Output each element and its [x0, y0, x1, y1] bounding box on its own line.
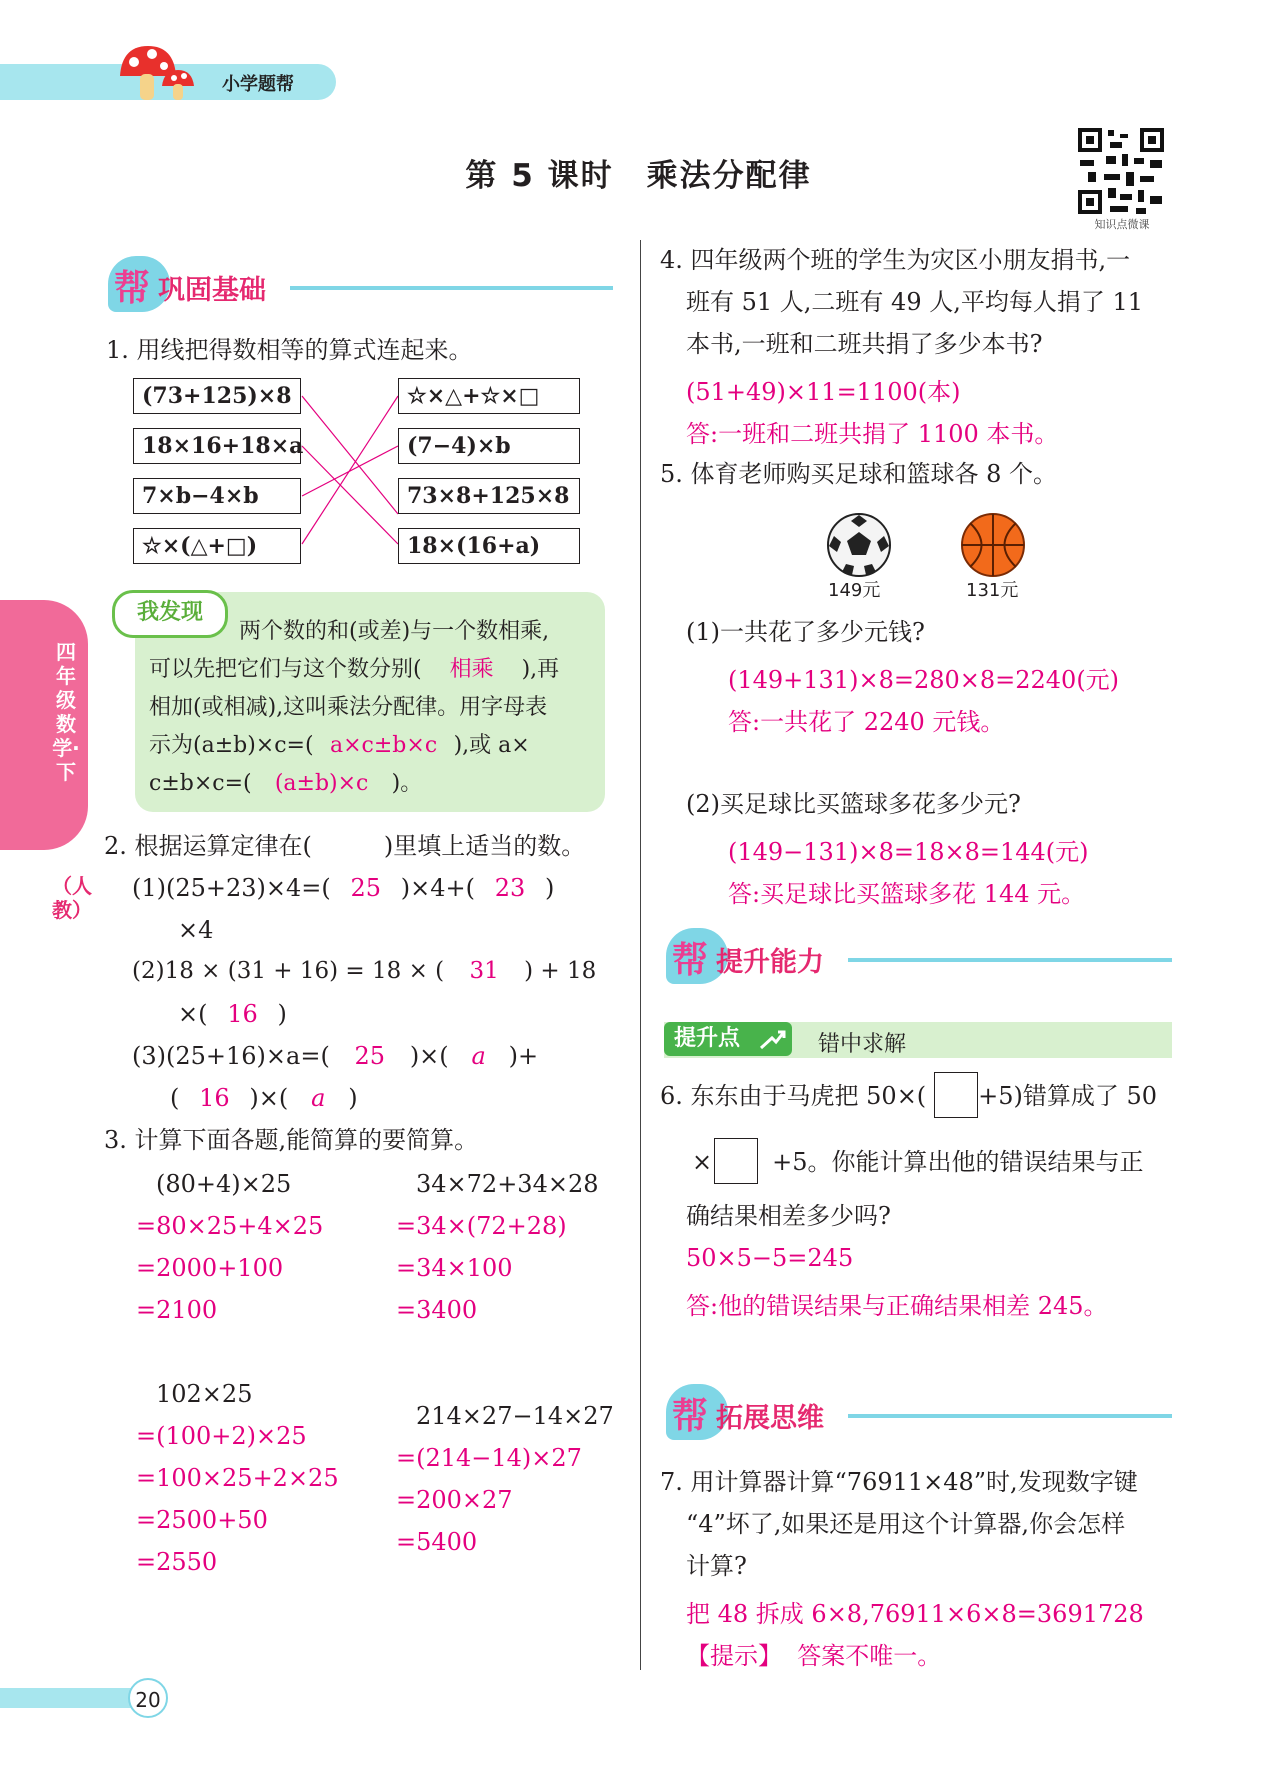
qr-code-icon[interactable]	[1076, 126, 1166, 216]
column-divider	[640, 240, 641, 1670]
football-price: 149元	[828, 580, 881, 601]
q6-answer: 答:他的错误结果与正确结果相差 245。	[686, 1292, 1108, 1320]
q3c-step-4: =2550	[136, 1548, 218, 1576]
q6-blank-box-2[interactable]	[714, 1138, 758, 1184]
q5-part2-answer: 答:买足球比买篮球多花 144 元。	[728, 880, 1086, 908]
q2-part2-answer-2[interactable]: 16	[227, 1000, 258, 1028]
page-number: 20	[128, 1678, 168, 1718]
q1-left-box-4[interactable]: ☆×(△+□)	[133, 528, 301, 564]
q2-part3-answer-4[interactable]: a	[311, 1084, 326, 1112]
q3d-step-1: =(214−14)×27	[396, 1444, 582, 1472]
q1-matching-lines	[300, 378, 400, 548]
discovery-line-5: c±b×c=( (a±b)×c )。	[149, 771, 423, 796]
q5-stem: 5. 体育老师购买足球和篮球各 8 个。	[660, 460, 1058, 488]
page-title: 第 5 课时 乘法分配律	[465, 158, 812, 194]
q4-line-3: 本书,一班和二班共捐了多少本书?	[686, 330, 1043, 358]
q6-line-3: 确结果相差多少吗?	[686, 1202, 891, 1230]
q2-stem: 2. 根据运算定律在( )里填上适当的数。	[104, 832, 586, 860]
q2-part3-answer-1[interactable]: 25	[354, 1042, 386, 1070]
q5-part2-calculation: (149−131)×8=18×8=144(元)	[728, 838, 1089, 866]
q4-line-2: 班有 51 人,二班有 49 人,平均每人捐了 11	[686, 288, 1144, 316]
discovery-line-1: 两个数的和(或差)与一个数相乘,	[239, 619, 550, 644]
discovery-answer-3[interactable]: (a±b)×c	[274, 771, 369, 796]
q1-right-box-4[interactable]: 18×(16+a)	[398, 528, 580, 564]
section-expand-header	[666, 1384, 1172, 1440]
q6-blank-box-1[interactable]	[934, 1072, 978, 1118]
side-tab-grade: 四年级数学·下	[52, 640, 80, 784]
q3a-step-1: =80×25+4×25	[136, 1212, 324, 1240]
q3a-expression: (80+4)×25	[156, 1170, 292, 1198]
section-line	[848, 958, 1172, 962]
tisheng-badge: 提升点	[664, 1022, 792, 1056]
q4-answer: 答:一班和二班共捐了 1100 本书。	[686, 420, 1059, 448]
q6-calculation: 50×5−5=245	[686, 1244, 854, 1272]
arrow-icon	[758, 1026, 788, 1052]
section-line	[848, 1414, 1172, 1418]
q7-hint	[686, 1636, 941, 1671]
q3c-expression: 102×25	[156, 1380, 253, 1408]
side-tab-edition: （人教）	[52, 874, 92, 922]
q7-line-3: 计算?	[686, 1552, 747, 1580]
q3a-step-3: =2100	[136, 1296, 218, 1324]
q2-part1-answer-2[interactable]: 23	[494, 874, 526, 902]
q2-part3-line2: ( 16 )×( a )	[170, 1084, 358, 1112]
q2-part1-line1: (1)(25+23)×4=( 25 )×4+( 23 )	[132, 874, 555, 902]
q6-line-2: × +5。你能计算出他的错误结果与正	[692, 1148, 1144, 1176]
basketball-price: 131元	[966, 580, 1019, 601]
q2-part2-line2: ×( 16 )	[178, 1000, 287, 1028]
q3d-expression: 214×27−14×27	[416, 1402, 614, 1430]
q1-right-box-2[interactable]: (7−4)×b	[398, 428, 580, 464]
discovery-line-4: 示为(a±b)×c=( a×c±b×c ),或 a×	[149, 733, 530, 758]
q3c-step-3: =2500+50	[136, 1506, 268, 1534]
section-name: 巩固基础	[158, 275, 266, 306]
discovery-line-2: 可以先把它们与这个数分别( 相乘 ),再	[149, 652, 559, 683]
q1-left-box-2[interactable]: 18×16+18×a	[133, 428, 301, 464]
q5-part1-calculation: (149+131)×8=280×8=2240(元)	[728, 666, 1120, 694]
discovery-answer-1[interactable]: 相乘	[449, 657, 494, 682]
mushroom-icon	[112, 40, 202, 104]
q1-right-box-1[interactable]: ☆×△+☆×□	[398, 378, 580, 414]
section-line	[290, 286, 613, 290]
section-basic-header	[108, 256, 613, 312]
q7-line-2: “4”坏了,如果还是用这个计算器,你会怎样	[686, 1510, 1126, 1538]
q3b-step-1: =34×(72+28)	[396, 1212, 567, 1240]
q3b-expression: 34×72+34×28	[416, 1170, 599, 1198]
q1-left-box-3[interactable]: 7×b−4×b	[133, 478, 301, 514]
section-bang: 帮	[114, 268, 151, 309]
section-improve-header	[666, 928, 1172, 984]
q3a-step-2: =2000+100	[136, 1254, 284, 1282]
q3d-step-2: =200×27	[396, 1486, 513, 1514]
q7-calculation: 把 48 拆成 6×8,76911×6×8=3691728	[686, 1600, 1144, 1628]
section-bang: 帮	[672, 1396, 709, 1437]
q7-hint-text: 答案不唯一。	[797, 1642, 942, 1670]
discovery-badge: 我发现	[112, 590, 228, 638]
q7-hint-label: 【提示】	[686, 1642, 782, 1670]
section-name: 拓展思维	[716, 1403, 824, 1434]
basketball-icon	[960, 512, 1026, 578]
q1-stem: 1. 用线把得数相等的算式连起来。	[106, 336, 473, 364]
q4-calculation: (51+49)×11=1100(本)	[686, 378, 961, 406]
q1-left-box-1[interactable]: (73+125)×8	[133, 378, 301, 414]
brand-name: 小学题帮	[222, 74, 294, 95]
q2-part1-answer-1[interactable]: 25	[350, 874, 382, 902]
football-icon	[826, 512, 892, 578]
q3b-step-2: =34×100	[396, 1254, 513, 1282]
q3-stem: 3. 计算下面各题,能简算的要简算。	[104, 1126, 479, 1154]
q2-part3-line1: (3)(25+16)×a=( 25 )×( a )+	[132, 1042, 539, 1070]
qr-caption: 知识点微课	[1094, 218, 1150, 231]
section-bang: 帮	[672, 940, 709, 981]
q3c-step-2: =100×25+2×25	[136, 1464, 339, 1492]
discovery-line-3: 相加(或相减),这叫乘法分配律。用字母表	[149, 695, 548, 720]
q5-part2: (2)买足球比买篮球多花多少元?	[686, 790, 1021, 818]
q3b-step-3: =3400	[396, 1296, 478, 1324]
q4-line-1: 4. 四年级两个班的学生为灾区小朋友捐书,一	[660, 246, 1131, 274]
q3d-step-3: =5400	[396, 1528, 478, 1556]
q6-line-1: 6. 东东由于马虎把 50×( +5)错算成了 50	[660, 1082, 1158, 1110]
q2-part2-line1: (2)18 × (31 + 16) = 18 × ( 31 ) + 18	[132, 958, 597, 984]
q2-part2-answer-1[interactable]: 31	[469, 958, 499, 984]
q5-part1-answer: 答:一共花了 2240 元钱。	[728, 708, 1005, 736]
q1-right-box-3[interactable]: 73×8+125×8	[398, 478, 580, 514]
footer-bar	[0, 1688, 140, 1708]
q5-part1: (1)一共花了多少元钱?	[686, 618, 925, 646]
tisheng-label: 错中求解	[818, 1032, 907, 1057]
q2-part3-answer-3[interactable]: 16	[199, 1084, 230, 1112]
q2-part1-line2: ×4	[178, 916, 214, 944]
q7-line-1: 7. 用计算器计算“76911×48”时,发现数字键	[660, 1468, 1138, 1496]
discovery-answer-2[interactable]: a×c±b×c	[330, 733, 438, 758]
section-name: 提升能力	[716, 947, 824, 978]
q2-part3-answer-2[interactable]: a	[471, 1042, 486, 1070]
q3c-step-1: =(100+2)×25	[136, 1422, 307, 1450]
